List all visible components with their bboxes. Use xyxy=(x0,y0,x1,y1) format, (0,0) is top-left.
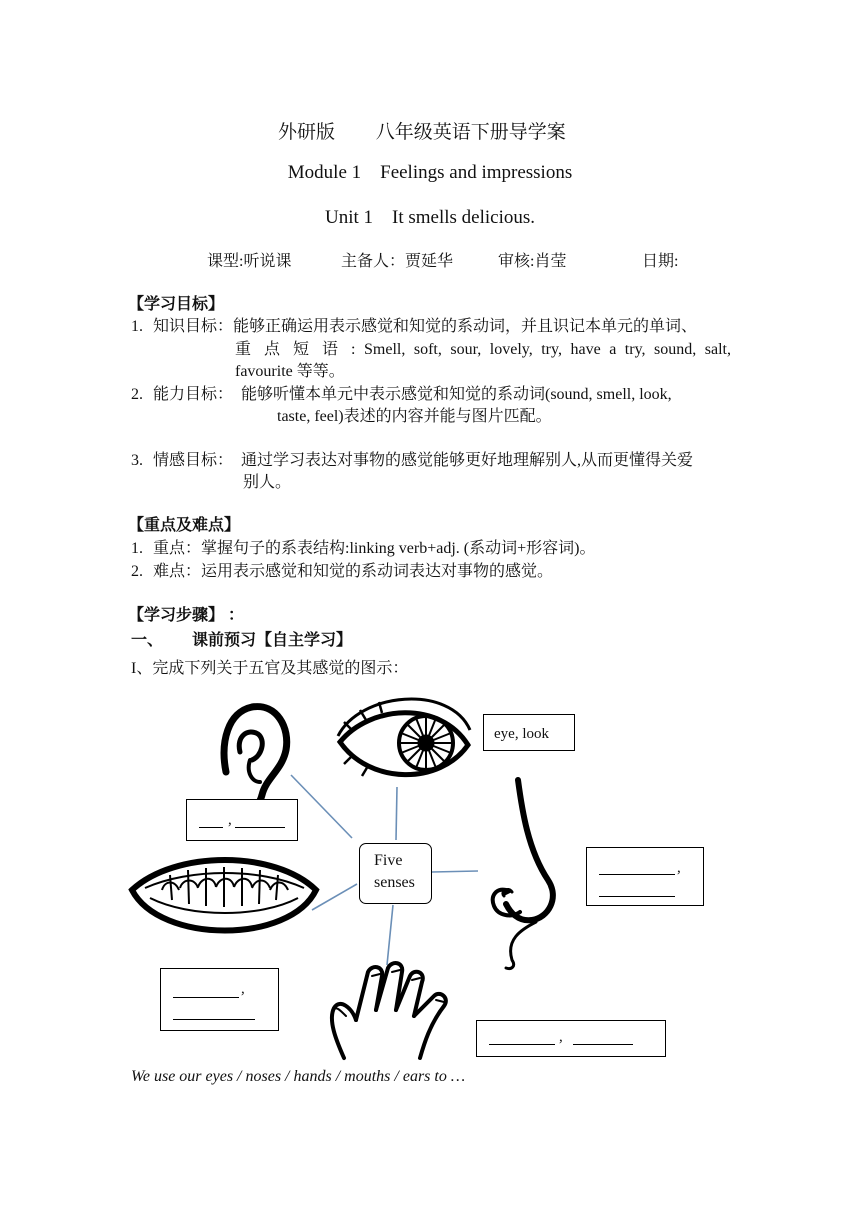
objectives-heading: 【学习目标】 xyxy=(128,296,225,313)
item-number: 2. xyxy=(131,563,143,580)
objective-knowledge-end: favourite 等等。 xyxy=(235,363,345,380)
item-number: 2. xyxy=(131,386,143,403)
keypoint-focus: 重点：掌握句子的系表结构:linking verb+adj. (系动词+形容词)。 xyxy=(153,540,596,557)
steps-heading: 【学习步骤】 ： xyxy=(128,607,245,624)
publisher: 外研版 xyxy=(278,122,336,143)
objective-emotion: 情感目标： 通过学习表达对事物的感觉能够更好地理解别人,从而更懂得关爱 xyxy=(153,452,694,469)
hand-answer-box[interactable] xyxy=(476,1020,666,1057)
mouth-blank-2[interactable] xyxy=(173,1005,255,1020)
center-label-line1: Five xyxy=(374,852,403,869)
section-number: 一、 xyxy=(131,632,164,649)
mouth-icon xyxy=(132,860,316,931)
item-number: 3. xyxy=(131,452,143,469)
module-title: Module 1 Feelings and impressions xyxy=(287,162,573,183)
hand-icon xyxy=(332,963,446,1058)
objective-ability-end: taste, feel)表述的内容并能与图片匹配。 xyxy=(277,408,552,425)
objective-ability: 能力目标： 能够听懂本单元中表示感觉和知觉的系动词(sound, smell, look, xyxy=(153,386,672,403)
eye-answer: eye, look xyxy=(494,726,549,742)
center-label-line2: senses xyxy=(374,874,415,891)
item-number: 1. xyxy=(131,318,143,335)
ear-blank-1[interactable] xyxy=(199,813,223,828)
mouth-separator: , xyxy=(241,981,245,997)
title-text: 八年级英语下册导学案 xyxy=(375,122,566,143)
mouth-blank-1[interactable] xyxy=(173,983,239,998)
usage-sentence: We use our eyes / noses / hands / mouths / ears to … xyxy=(131,1068,466,1085)
mouth-answer-box[interactable] xyxy=(160,968,279,1031)
keypoints-heading: 【重点及难点】 xyxy=(128,517,241,534)
objective-emotion-end: 别人。 xyxy=(243,474,292,491)
eye-answer-box xyxy=(483,714,575,751)
objective-knowledge: 知识目标：能够正确运用表示感觉和知觉的系动词，并且识记本单元的单词、 xyxy=(153,318,698,335)
hand-blank-2[interactable] xyxy=(573,1030,633,1045)
keypoint-difficulty: 难点：运用表示感觉和知觉的系动词表达对事物的感觉。 xyxy=(153,563,554,580)
preparer: 主备人：贾延华 xyxy=(341,253,454,270)
section-title: 课前预习【自主学习】 xyxy=(192,632,353,649)
task-instruction: I、完成下列关于五官及其感觉的图示： xyxy=(131,660,409,677)
hand-separator: , xyxy=(559,1029,563,1045)
nose-icon xyxy=(493,780,553,969)
item-number: 1. xyxy=(131,540,143,557)
ear-answer-box[interactable] xyxy=(186,799,298,841)
objective-knowledge-phrases: 重 点 短 语 : Smell, soft, sour, lovely, try, have a try, sound, salt, xyxy=(235,341,731,358)
five-senses-box xyxy=(359,843,432,904)
reviewer: 审核:肖莹 xyxy=(498,253,567,270)
hand-blank-1[interactable] xyxy=(489,1030,555,1045)
ear-blank-2[interactable] xyxy=(235,813,285,828)
nose-blank-2[interactable] xyxy=(599,882,675,897)
ear-icon xyxy=(224,707,287,813)
nose-separator: , xyxy=(677,860,681,876)
ear-separator: , xyxy=(228,812,232,828)
lesson-type: 课型:听说课 xyxy=(207,253,292,270)
eye-icon xyxy=(338,699,470,776)
date: 日期: xyxy=(642,253,679,270)
nose-answer-box[interactable] xyxy=(586,847,704,906)
nose-blank-1[interactable] xyxy=(599,860,675,875)
unit-title: Unit 1 It smells delicious. xyxy=(324,207,536,228)
